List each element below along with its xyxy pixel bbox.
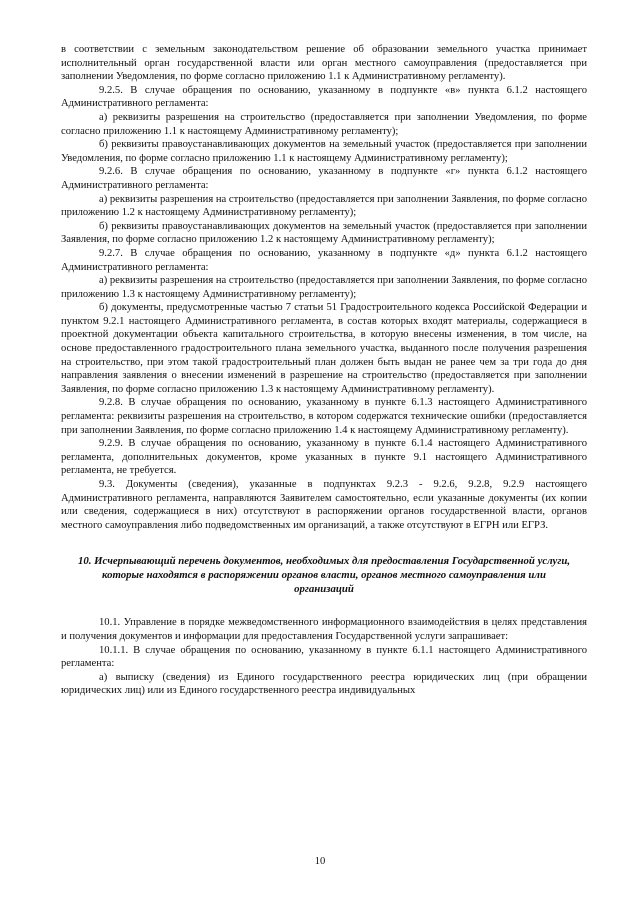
page-number: 10 bbox=[314, 856, 326, 867]
section-heading: 10. Исчерпывающий перечень документов, необходимых для предоставления Государственной услуги, которые находятся в распоряжении органов власти, органов местного самоуправления или организаций bbox=[77, 555, 571, 596]
paragraph: а) выписку (сведения) из Единого государственного реестра юридических лиц (при обращении юридических лиц) или из Единого государственного реестра индивидуальных bbox=[61, 671, 587, 697]
paragraph: 9.2.8. В случае обращения по основанию, указанному в пункте 6.1.3 настоящего Административного регламента: реквизиты разрешения на строительство, в котором содержатся технические ошибки (предоставляется при заполнении Заявления, по форме согласно приложению 1.4 к настоящему Административному регламенту). bbox=[61, 397, 587, 436]
paragraph: а) реквизиты разрешения на строительство (предоставляется при заполнении Заявления, по форме согласно приложению 1.3 к настоящему Административному регламенту); bbox=[61, 275, 587, 300]
paragraph: 9.2.9. В случае обращения по основанию, указанному в пункте 6.1.4 настоящего Административного регламента, дополнительных документов, кроме указанных в пункте 9.1 настоящего Административного регламента, не требуется. bbox=[61, 438, 587, 477]
paragraph: б) реквизиты правоустанавливающих документов на земельный участок (предоставляется при заполнении Уведомления, по форме согласно приложению 1.1 к настоящему Административному регламенту); bbox=[61, 139, 587, 164]
paragraph: 9.3. Документы (сведения), указанные в подпунктах 9.2.3 - 9.2.6, 9.2.8, 9.2.9 настоящего Административного регламента, направляются Заявителем самостоятельно, если указанные документы (их копии или сведения, содержащиеся в них) отсутствуют в распоряжении органов государственной власти, органов местного самоуправления либо подведомственных им организаций, а также отсутствуют в ЕГРН или ЕГРЗ. bbox=[61, 479, 587, 531]
paragraph: а) реквизиты разрешения на строительство (предоставляется при заполнении Заявления, по форме согласно приложению 1.2 к настоящему Административному регламенту); bbox=[61, 193, 587, 219]
paragraph: 9.2.7. В случае обращения по основанию, указанному в подпункте «д» пункта 6.1.2 настоящего Административного регламента: bbox=[61, 247, 587, 273]
paragraphs-top bbox=[61, 43, 587, 532]
paragraph: а) реквизиты разрешения на строительство (предоставляется при заполнении Уведомления, по форме согласно приложению 1.1 к настоящему Административному регламенту); bbox=[61, 111, 587, 137]
paragraph: 9.2.5. В случае обращения по основанию, указанному в подпункте «в» пункта 6.1.2 настоящего Административного регламента: bbox=[61, 84, 587, 110]
paragraph: в соответствии с земельным законодательством решение об образовании земельного участка принимает исполнительный орган государственной власти или орган местного самоуправления (предоставляется при заполнении Уведомления, по форме согласно приложению 1.1 к Административному регламенту). bbox=[61, 44, 587, 83]
paragraph: 10.1.1. В случае обращения по основанию, указанному в пункте 6.1.1 настоящего Административного регламента: bbox=[61, 644, 587, 670]
paragraph: 9.2.6. В случае обращения по основанию, указанному в подпункте «г» пункта 6.1.2 настоящего Административного регламента: bbox=[61, 166, 587, 191]
paragraph: б) реквизиты правоустанавливающих документов на земельный участок (предоставляется при заполнении Заявления, по форме согласно приложению 1.2 к настоящему Административному регламенту); bbox=[61, 220, 587, 246]
document-page bbox=[61, 43, 587, 698]
paragraph: б) документы, предусмотренные частью 7 статьи 51 Градостроительного кодекса Российской Федерации и пунктом 9.2.1 настоящего Административного регламента, в состав которых входят материалы, содержащиеся в проектной документации объекта капитального строительства, в которую внесены изменения, в том числе, на основе предоставленного градостроительного плана земельного участка, выданного после получения разрешения на строительство, при этом такой градостроительный план должен быть выдан не ранее чем за три года до дня направления заявления о внесении изменений в разрешение на строительство (предоставляется при заполнении Заявления, по форме согласно приложению 1.3 к настоящему Административному регламенту). bbox=[61, 302, 587, 395]
paragraph: 10.1. Управление в порядке межведомственного информационного взаимодействия в целях представления и получения документов и информации для предоставления Государственной услуги запрашивает: bbox=[61, 617, 587, 642]
paragraphs-bottom bbox=[61, 616, 587, 698]
